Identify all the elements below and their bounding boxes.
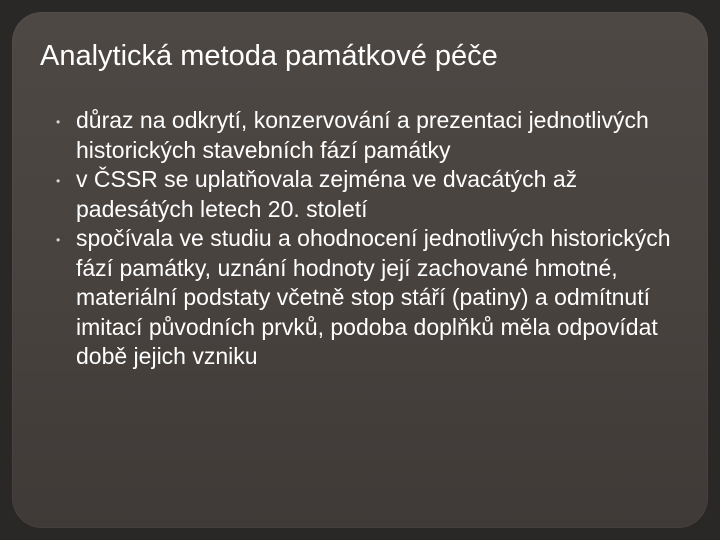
slide-title: Analytická metoda památkové péče (40, 40, 498, 72)
bullet-text: spočívala ve studiu a ohodnocení jednotlivých historických fází památky, uznání hodnoty její zachované hmotné, materiální podstaty včetně stop stáří (patiny) a odmítnutí imitací původních prvků, podoba doplňků měla odpovídat době jejich vzniku (76, 225, 671, 369)
bullet-text: důraz na odkrytí, konzervování a prezentaci jednotlivých historických stavebních fází památky (76, 107, 649, 163)
list-item (0, 224, 676, 372)
bullet-icon: • (56, 115, 61, 129)
bullet-list (0, 106, 720, 372)
bullet-icon: • (56, 233, 61, 247)
list-item (0, 106, 676, 165)
bullet-text: v ČSSR se uplatňovala zejména ve dvacátých až padesátých letech 20. století (76, 166, 578, 222)
bullet-icon: • (56, 174, 61, 188)
list-item (0, 165, 676, 224)
